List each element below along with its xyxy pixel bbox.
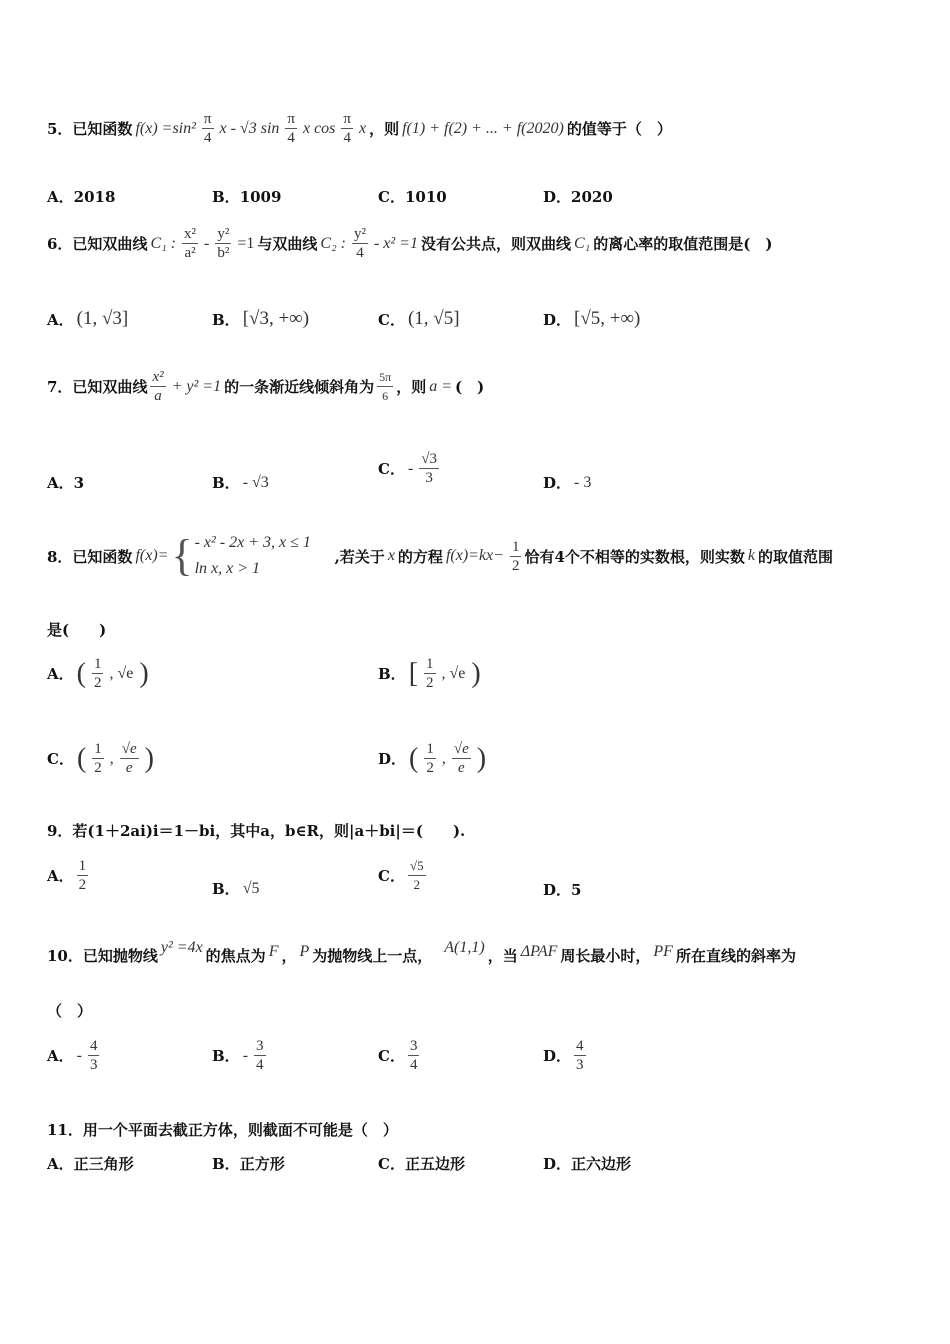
option-c: C． $\frac{3}{4}$ — [378, 1038, 418, 1073]
option-b: B． 1009 — [212, 187, 282, 206]
option-b: B． - $\frac{3}{4}$ — [212, 1038, 264, 1073]
option-a: A． 3 — [47, 473, 85, 492]
question-number: 5．已知函数 — [47, 120, 133, 138]
option-b: B． - √3 — [212, 473, 269, 492]
fraction: $\frac{1}{2}$ — [511, 538, 520, 574]
brace: { — [171, 531, 193, 580]
question-7 — [47, 368, 484, 405]
question-6 — [47, 225, 772, 262]
text: 周长最小时， — [560, 947, 651, 965]
question-number: 6．已知双曲线 — [47, 235, 148, 253]
option-c: C． $\frac{√5}{2}$ — [378, 858, 424, 892]
formula: F — [268, 942, 279, 960]
formula: C₁ — [574, 234, 591, 252]
fraction: $\frac{\text{x²}}{\text{a²}}$ — [184, 226, 197, 261]
question-5 — [47, 110, 672, 147]
formula: y² =4x — [160, 938, 203, 956]
option-d: D． - 3 — [543, 473, 592, 492]
formula: k — [747, 547, 755, 564]
text: 恰有4个不相等的实数根，则实数 — [524, 547, 745, 566]
option-a: A． $\frac{1}{2}$ — [47, 858, 87, 893]
option-a: A． - $\frac{4}{3}$ — [47, 1038, 98, 1073]
formula: - — [204, 234, 210, 252]
text: 的离心率的取值范围是( ) — [593, 235, 773, 253]
option-a: A． ( $\frac{1}{2}$ , √e ) — [47, 656, 149, 691]
option-d: D． 2020 — [543, 187, 613, 206]
fraction: $\frac{\pi}{4}$ — [203, 111, 212, 146]
text: 的焦点为 — [205, 947, 266, 965]
option-d: D． $\frac{4}{3}$ — [543, 1038, 584, 1073]
fraction: $\frac{\text{y²}}{\text{b²}}$ — [217, 226, 230, 261]
formula: f(x) =sin² — [135, 119, 196, 137]
option-c: C． - $\frac{√3}{3}$ — [378, 451, 438, 486]
option-c: C． (1, √5] — [378, 308, 460, 329]
formula: C₂ : — [320, 234, 346, 252]
option-b: B． √5 — [212, 879, 260, 898]
question-number: 10．已知抛物线 — [47, 947, 158, 965]
option-b: B． [√3, +∞) — [212, 308, 310, 329]
text: ，当 — [487, 947, 518, 965]
text: ，则 — [396, 378, 427, 396]
text: 的值等于（ ） — [566, 120, 672, 138]
formula: x — [358, 119, 367, 137]
question-number: 8．已知函数 — [47, 547, 133, 566]
text: ，则 — [369, 120, 400, 138]
formula: f(x)=kx− — [445, 547, 504, 564]
formula: a = — [429, 377, 452, 395]
text: ， — [281, 947, 297, 965]
fraction: $\frac{5\pi}{6}$ — [379, 370, 392, 403]
option-d: D． [√5, +∞) — [543, 308, 641, 329]
text: ( ) — [455, 378, 485, 396]
text: 没有公共点，则双曲线 — [420, 235, 571, 253]
option-d: D． 正六边形 — [543, 1155, 632, 1173]
formula: C₁ : — [150, 234, 177, 252]
fraction: $\frac{\text{x²}}{a}$ — [152, 369, 164, 404]
question-11: 11．用一个平面去截正方体，则截面不可能是（ ） — [47, 1121, 398, 1139]
option-d: D． ( $\frac{1}{2}$ , $\frac{√e}{e}$ ) — [378, 741, 487, 776]
formula: x - √3 sin — [219, 119, 280, 137]
option-a: A． (1, √3] — [47, 308, 129, 329]
fraction: $\frac{\text{y²}}{4}$ — [353, 226, 366, 261]
question-8-line2: 是( ) — [47, 621, 107, 639]
formula: =1 — [237, 234, 255, 252]
text: 的取值范围 — [758, 547, 834, 566]
formula: + y² =1 — [171, 377, 222, 395]
piecewise: - x² - 2x + 3, x ≤ 1 ln x, x > 1 — [194, 534, 311, 577]
formula: PF — [653, 942, 673, 960]
formula: ΔPAF — [520, 942, 558, 960]
text: 的方程 — [397, 547, 443, 566]
fraction: $\frac{\pi}{4}$ — [343, 111, 351, 146]
fraction: $\frac{\pi}{4}$ — [287, 111, 295, 146]
formula: x — [387, 547, 395, 564]
question-number: 7．已知双曲线 — [47, 378, 148, 396]
text: ,若关于 — [334, 547, 385, 566]
option-c: C． ( $\frac{1}{2}$ , $\frac{√e}{e}$ ) — [47, 741, 154, 776]
formula: f(x)= — [135, 547, 169, 564]
fraction: $\frac{√3}{3}$ — [421, 451, 438, 486]
text: 的一条渐近线倾斜角为 — [224, 378, 375, 396]
formula: - x² =1 — [373, 234, 418, 252]
option-a: A． 2018 — [47, 187, 116, 206]
text: 为抛物线上一点， — [312, 947, 433, 965]
question-10 — [47, 938, 796, 966]
text: 与双曲线 — [257, 235, 318, 253]
formula-q5-full: f(x) = sin² (π/4)x − √3 sin(π/4)x cos(π/4)x — [0, 0, 21, 1]
text: 所在直线的斜率为 — [675, 947, 796, 965]
option-d: D． 5 — [543, 880, 582, 899]
question-9: 9．若(1＋2ai)i＝1－bi，其中a，b∈R，则|a＋bi|＝( ). — [47, 822, 466, 840]
option-c: C． 1010 — [378, 187, 447, 206]
formula: P — [299, 942, 310, 960]
formula: x cos — [302, 119, 336, 137]
option-a: A． 正三角形 — [47, 1155, 134, 1173]
question-10-line2: （ ） — [47, 1002, 93, 1020]
option-b: B． 正方形 — [212, 1155, 285, 1173]
formula: A(1,1) — [444, 938, 485, 956]
option-b: B． [ $\frac{1}{2}$ , √e ) — [378, 656, 481, 691]
question-8 — [47, 530, 833, 582]
formula: f(1) + f(2) + ... + f(2020) — [402, 119, 564, 137]
option-c: C． 正五边形 — [378, 1155, 465, 1173]
